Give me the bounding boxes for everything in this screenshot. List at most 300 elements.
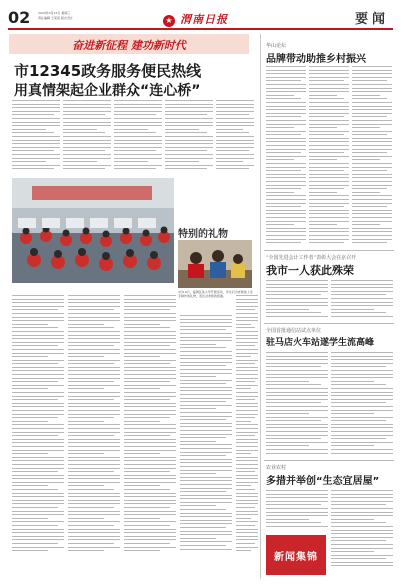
text-line (266, 420, 321, 421)
text-line (124, 403, 176, 404)
text-line (266, 381, 309, 382)
text-line (114, 140, 162, 141)
text-line (180, 523, 232, 524)
text-line (68, 432, 120, 433)
text-line (180, 505, 216, 506)
text-line (266, 181, 306, 182)
award-col-2 (331, 280, 393, 320)
text-line (68, 485, 104, 486)
text-line (266, 224, 294, 225)
text-line (124, 536, 176, 537)
text-line (309, 84, 349, 85)
text-line (12, 140, 60, 141)
text-line (352, 124, 392, 125)
text-line (352, 149, 392, 150)
text-line (180, 401, 226, 402)
text-line (331, 413, 374, 414)
text-line (266, 163, 306, 164)
text-line (114, 161, 148, 162)
text-line (352, 120, 392, 121)
text-line (309, 70, 349, 71)
text-line (266, 185, 306, 186)
text-line (180, 480, 232, 481)
text-line (236, 342, 258, 343)
text-line (236, 414, 258, 415)
text-line (68, 475, 120, 476)
text-line (352, 242, 387, 243)
masthead-rule (8, 28, 393, 30)
text-line (68, 518, 104, 519)
text-line (331, 540, 386, 541)
text-line (68, 489, 114, 490)
text-line (180, 426, 232, 427)
text-line (236, 471, 255, 472)
text-line (331, 530, 393, 531)
text-line (236, 302, 258, 303)
text-line (124, 356, 160, 357)
text-line (12, 460, 64, 461)
text-line (352, 131, 392, 132)
text-line (180, 362, 232, 363)
text-line (331, 533, 393, 534)
text-line (124, 485, 160, 486)
lead-lower-col-5 (236, 295, 258, 555)
text-line (266, 449, 328, 450)
text-line (63, 125, 111, 126)
text-line (63, 140, 111, 141)
text-line (266, 242, 301, 243)
text-line (331, 356, 393, 357)
text-line (12, 338, 64, 339)
text-line (180, 337, 232, 338)
text-line (266, 501, 328, 502)
text-line (236, 428, 258, 429)
text-line (12, 396, 64, 397)
text-line (12, 399, 58, 400)
text-line (63, 111, 111, 112)
text-line (180, 509, 226, 510)
text-line (266, 159, 294, 160)
text-line (68, 424, 120, 425)
text-line (180, 365, 226, 366)
text-line (236, 403, 258, 404)
text-line (236, 525, 255, 526)
text-line (216, 158, 254, 159)
text-line (236, 507, 255, 508)
text-line (12, 302, 64, 303)
text-line (68, 450, 120, 451)
text-line (165, 125, 213, 126)
text-line (266, 70, 306, 71)
text-line (236, 356, 251, 357)
text-line (124, 507, 170, 508)
text-line (165, 140, 213, 141)
text-line (180, 545, 226, 546)
text-line (352, 231, 392, 232)
text-line (114, 143, 162, 144)
lead-lower-col-2 (68, 295, 120, 555)
text-line (124, 388, 160, 389)
paper-name: 渭南日报 (180, 13, 229, 26)
text-line (68, 392, 120, 393)
text-line (309, 109, 349, 110)
text-line (236, 547, 258, 548)
text-line (331, 352, 393, 353)
text-line (331, 449, 393, 450)
text-line (124, 518, 160, 519)
text-line (12, 521, 64, 522)
text-line (236, 370, 258, 371)
text-line (266, 188, 301, 189)
text-line (124, 428, 176, 429)
text-line (236, 374, 258, 375)
text-line (114, 150, 156, 151)
text-line (124, 453, 160, 454)
station-col-2 (331, 352, 393, 457)
text-line (216, 132, 249, 133)
text-line (331, 284, 393, 285)
text-line (12, 432, 64, 433)
text-line (68, 360, 120, 361)
text-line (180, 329, 226, 330)
text-line (124, 345, 170, 346)
text-line (68, 342, 120, 343)
text-line (236, 381, 255, 382)
text-line (12, 360, 64, 361)
text-line (12, 518, 48, 519)
text-line (352, 206, 387, 207)
text-line (68, 446, 120, 447)
right-top-col-3 (352, 66, 392, 246)
text-line (68, 324, 104, 325)
text-line (266, 366, 321, 367)
text-line (180, 516, 232, 517)
text-line (180, 383, 226, 384)
text-line (12, 410, 64, 411)
text-line (124, 521, 176, 522)
text-line (216, 122, 254, 123)
text-line (12, 136, 60, 137)
text-line (68, 335, 120, 336)
text-line (114, 125, 162, 126)
text-line (236, 388, 251, 389)
text-line (266, 203, 306, 204)
text-line (165, 150, 207, 151)
text-line (68, 525, 114, 526)
text-line (309, 192, 337, 193)
photo2-caption: 3月14日，临渭区某小学开展活动，学生们为老师送上亲手制作的礼物，表达对老师的感谢。 (178, 290, 253, 298)
text-line (309, 73, 349, 74)
text-line (12, 299, 64, 300)
text-line (180, 455, 226, 456)
text-line (114, 147, 162, 148)
text-line (165, 118, 213, 119)
text-line (331, 377, 393, 378)
text-line (236, 543, 255, 544)
text-line (63, 143, 111, 144)
text-line (266, 195, 306, 196)
text-line (12, 327, 58, 328)
text-line (331, 388, 393, 389)
text-line (124, 432, 176, 433)
text-line (180, 495, 232, 496)
text-line (236, 478, 258, 479)
text-line (266, 431, 328, 432)
text-line (352, 102, 392, 103)
text-line (266, 384, 321, 385)
text-line (124, 299, 176, 300)
text-line (165, 136, 213, 137)
text-line (124, 464, 176, 465)
text-line (236, 439, 258, 440)
text-line (236, 450, 258, 451)
text-line (309, 199, 349, 200)
text-line (309, 152, 344, 153)
text-line (352, 66, 392, 67)
text-line (309, 221, 349, 222)
text-line (236, 317, 258, 318)
text-line (12, 450, 64, 451)
text-line (12, 295, 64, 296)
text-line (236, 327, 255, 328)
text-line (236, 521, 258, 522)
column-divider (260, 34, 261, 579)
text-line (68, 529, 120, 530)
text-line (124, 385, 176, 386)
text-line (68, 478, 120, 479)
text-line (352, 141, 392, 142)
text-line (266, 88, 306, 89)
text-line (124, 399, 170, 400)
text-line (236, 432, 258, 433)
text-line (180, 405, 232, 406)
text-line (165, 111, 213, 112)
text-line (309, 156, 349, 157)
text-line (266, 312, 321, 313)
text-line (309, 213, 349, 214)
text-line (68, 417, 114, 418)
text-line (236, 457, 258, 458)
text-line (266, 156, 306, 157)
text-line (165, 129, 199, 130)
text-line (266, 417, 328, 418)
text-line (124, 335, 176, 336)
text-line (266, 399, 328, 400)
text-line (124, 529, 176, 530)
text-line (12, 507, 58, 508)
text-line (331, 410, 393, 411)
text-line (124, 349, 176, 350)
text-line (266, 359, 328, 360)
rule-award (264, 250, 394, 251)
text-line (236, 482, 258, 483)
text-line (12, 403, 64, 404)
text-line (12, 367, 64, 368)
text-line (352, 84, 392, 85)
text-line (216, 150, 249, 151)
text-line (216, 168, 249, 169)
text-line (352, 116, 387, 117)
text-line (266, 442, 328, 443)
text-line (124, 450, 176, 451)
text-line (236, 295, 258, 296)
text-line (165, 114, 207, 115)
text-line (331, 392, 393, 393)
text-line (114, 165, 162, 166)
text-line (180, 319, 232, 320)
text-line (236, 529, 258, 530)
text-line (331, 312, 386, 313)
lead-headline-1: 市12345政务服务便民热线 (14, 62, 202, 80)
text-line (216, 147, 254, 148)
text-line (331, 427, 393, 428)
text-line (331, 287, 393, 288)
text-line (124, 396, 176, 397)
text-line (12, 342, 64, 343)
text-line (124, 503, 176, 504)
text-line (12, 428, 64, 429)
text-line (352, 156, 392, 157)
text-line (236, 453, 251, 454)
text-line (68, 399, 114, 400)
text-line (331, 359, 393, 360)
photo2-image (178, 240, 252, 288)
text-line (266, 113, 306, 114)
text-line (68, 536, 120, 537)
text-line (165, 158, 213, 159)
text-line (180, 434, 232, 435)
text-line (352, 80, 387, 81)
lead-body-col-4 (165, 100, 213, 175)
text-line (63, 165, 111, 166)
text-line (12, 363, 58, 364)
text-line (12, 439, 64, 440)
text-line (180, 416, 232, 417)
text-line (68, 460, 120, 461)
text-line (12, 324, 48, 325)
text-line (124, 442, 176, 443)
text-line (266, 120, 306, 121)
text-line (352, 221, 392, 222)
text-line (266, 116, 301, 117)
text-line (180, 340, 232, 341)
text-line (124, 547, 176, 548)
text-line (309, 141, 349, 142)
text-line (309, 228, 349, 229)
text-line (236, 442, 258, 443)
text-line (266, 392, 328, 393)
text-line (180, 498, 232, 499)
text-line (180, 380, 232, 381)
text-line (124, 378, 176, 379)
text-line (266, 91, 306, 92)
text-line (266, 145, 306, 146)
text-line (309, 77, 349, 78)
text-line (216, 161, 243, 162)
text-line (12, 547, 64, 548)
text-line (352, 159, 380, 160)
text-line (68, 521, 120, 522)
text-line (331, 562, 393, 563)
text-line (266, 206, 301, 207)
text-line (165, 104, 213, 105)
text-line (12, 493, 64, 494)
text-line (266, 305, 328, 306)
text-line (309, 217, 349, 218)
text-line (180, 369, 232, 370)
text-line (180, 358, 232, 359)
text-line (12, 374, 64, 375)
text-line (68, 550, 104, 551)
text-line (180, 502, 232, 503)
text-line (331, 558, 386, 559)
text-line (266, 453, 328, 454)
text-line (12, 320, 64, 321)
text-line (165, 154, 213, 155)
text-line (68, 356, 104, 357)
text-line (352, 113, 392, 114)
rule-station (264, 323, 394, 324)
text-line (266, 445, 309, 446)
text-line (68, 493, 120, 494)
text-line (12, 388, 48, 389)
text-line (309, 170, 344, 171)
text-line (266, 127, 294, 128)
text-line (236, 464, 258, 465)
text-line (236, 331, 258, 332)
text-line (216, 143, 254, 144)
text-line (266, 352, 328, 353)
text-line (266, 395, 328, 396)
text-line (12, 118, 60, 119)
text-line (216, 111, 254, 112)
text-line (124, 417, 170, 418)
text-line (266, 106, 306, 107)
text-line (309, 231, 349, 232)
text-line (12, 165, 60, 166)
text-line (236, 539, 258, 540)
text-line (331, 384, 386, 385)
text-line (180, 534, 232, 535)
text-line (331, 494, 393, 495)
lead-lower-col-4 (180, 315, 232, 555)
text-line (12, 417, 58, 418)
text-line (266, 515, 328, 516)
text-line (236, 338, 258, 339)
text-line (12, 446, 64, 447)
text-line (68, 302, 120, 303)
text-line (309, 167, 349, 168)
text-line (12, 129, 46, 130)
text-line (114, 132, 156, 133)
text-line (331, 555, 393, 556)
text-line (68, 439, 120, 440)
text-line (114, 136, 162, 137)
text-line (236, 299, 258, 300)
text-line (266, 504, 321, 505)
text-line (331, 438, 386, 439)
text-line (124, 525, 170, 526)
text-line (124, 374, 176, 375)
text-line (216, 140, 254, 141)
news-brief-label: 新闻集锦 (274, 552, 318, 563)
text-line (216, 100, 254, 101)
text-line (12, 111, 60, 112)
text-line (331, 424, 393, 425)
text-line (68, 381, 114, 382)
text-line (352, 174, 392, 175)
text-line (266, 438, 321, 439)
